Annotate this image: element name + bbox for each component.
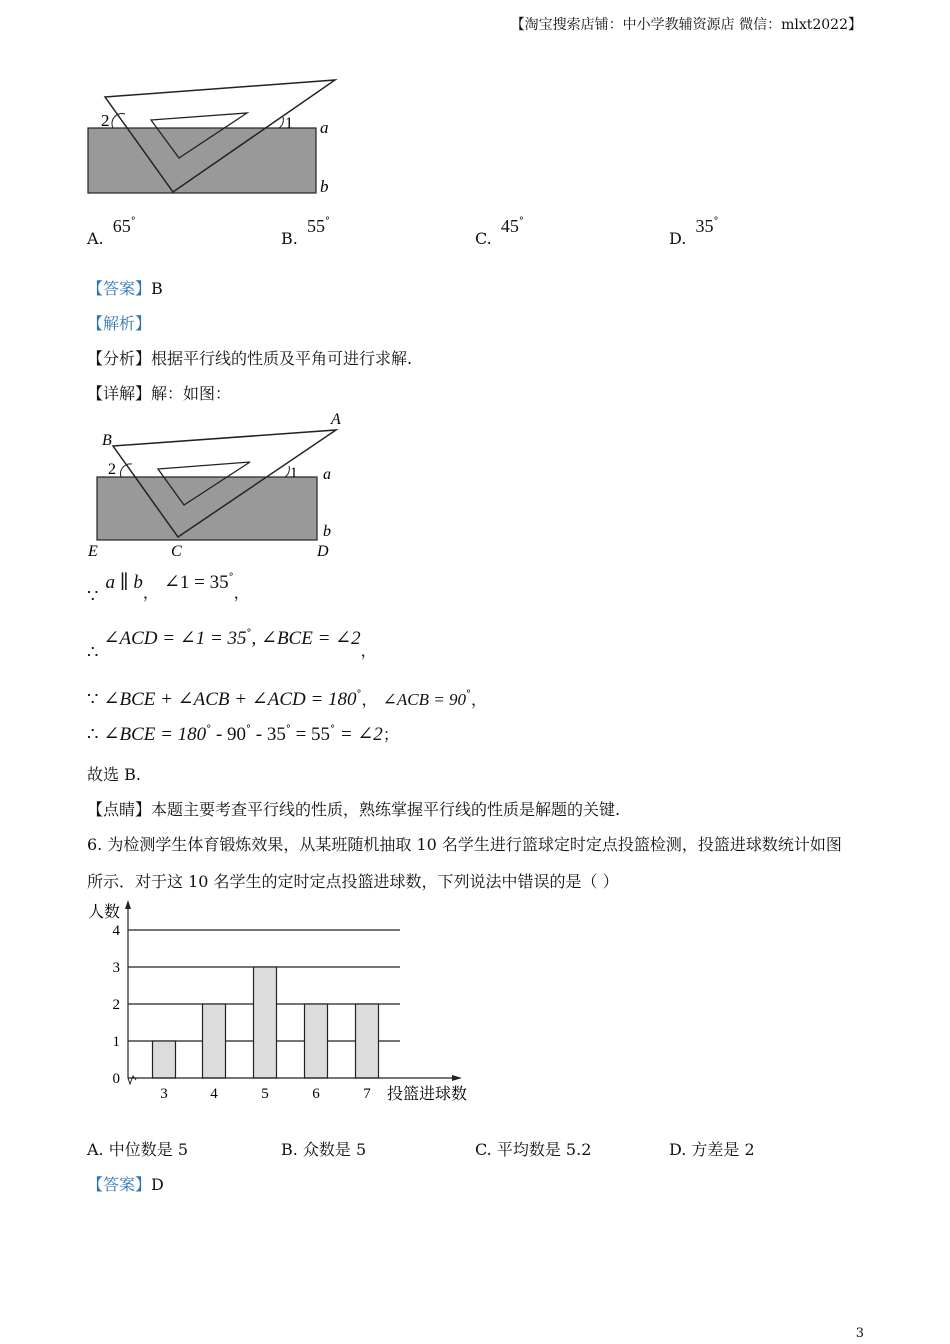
label-D: D <box>317 543 329 560</box>
x-tick-7: 7 <box>363 1086 371 1102</box>
bar-3 <box>153 1041 176 1078</box>
label-2b: 2 <box>108 461 116 478</box>
label-b2: b <box>323 523 331 540</box>
x-tick-5: 5 <box>261 1086 269 1102</box>
q6-option-d[interactable]: D. 方差是 2 <box>669 1140 755 1159</box>
angle-1-arc-2 <box>285 466 289 477</box>
step-2: ∴ ∠ACD = ∠1 = 35°, ∠BCE = ∠2， <box>87 628 377 663</box>
x-tick-4: 4 <box>210 1086 218 1102</box>
chart-xlabel: 投篮进球数 <box>387 1086 468 1103</box>
bar-7 <box>356 1004 379 1078</box>
step-1: ∵ a ∥ b， ∠1 = 35°， <box>87 572 250 607</box>
label-1b: 1 <box>290 465 298 481</box>
q6-answer: 【答案】D <box>87 1175 164 1194</box>
y-tick-4: 4 <box>112 923 120 939</box>
ruler-rect-2 <box>97 477 317 540</box>
q6-stem-line1: 6. 为检测学生体育锻炼效果，从某班随机抽取 10 名学生进行篮球定时定点投篮检测，投篮进球数统计如图 <box>87 835 842 854</box>
label-b: b <box>320 177 329 196</box>
q6-stem-line2: 所示．对于这 10 名学生的定时定点投篮进球数，下列说法中错误的是（ ） <box>87 872 619 891</box>
q5-option-d[interactable]: D. 35° <box>669 216 719 248</box>
q6-option-c[interactable]: C. 平均数是 5.2 <box>475 1140 592 1159</box>
q5-option-c[interactable]: C. 45° <box>475 216 524 248</box>
bar-5 <box>254 967 277 1078</box>
figure-ruler-triangle <box>85 70 345 205</box>
q6-option-a[interactable]: A. 中位数是 5 <box>87 1140 188 1159</box>
y-tick-1: 1 <box>112 1034 120 1050</box>
y-tick-3: 3 <box>112 960 120 976</box>
y-tick-2: 2 <box>112 997 120 1013</box>
q5-answer: 【答案】B <box>87 279 163 298</box>
y-tick-0: 0 <box>112 1071 120 1087</box>
q5-xiangjie: 【详解】解：如图： <box>87 384 232 403</box>
label-a2: a <box>323 466 331 483</box>
y-axis-arrow <box>125 900 131 909</box>
label-1: 1 <box>285 115 293 132</box>
x-axis-arrow <box>452 1075 462 1081</box>
label-a: a <box>320 118 329 137</box>
label-E: E <box>88 543 98 560</box>
q5-guxuan: 故选 B. <box>87 765 141 784</box>
figure-labeled <box>85 405 350 565</box>
bar-4 <box>203 1004 226 1078</box>
q5-option-a[interactable]: A. 65° <box>87 216 136 248</box>
x-tick-3: 3 <box>160 1086 168 1102</box>
label-A: A <box>331 411 341 428</box>
q5-dianjing: 【点睛】本题主要考查平行线的性质，熟练掌握平行线的性质是解题的关键. <box>87 800 621 819</box>
page-number: 3 <box>855 1326 864 1341</box>
x-tick-6: 6 <box>312 1086 320 1102</box>
chart-ylabel: 人数 <box>88 904 121 921</box>
q5-fenxi: 【分析】根据平行线的性质及平角可进行求解. <box>87 349 413 368</box>
label-2: 2 <box>101 111 110 130</box>
step-3: ∵ ∠BCE + ∠ACB + ∠ACD = 180°， ∠ACB = 90°， <box>87 689 487 710</box>
bar-6 <box>305 1004 328 1078</box>
q5-analysis-tag: 【解析】 <box>87 314 152 333</box>
label-B: B <box>102 432 112 449</box>
step-4: ∴ ∠BCE = 180° - 90° - 35° = 55° = ∠2； <box>87 724 399 745</box>
axis-break <box>128 1076 136 1084</box>
ruler-rect <box>88 128 316 193</box>
label-C: C <box>171 543 182 560</box>
bar-chart <box>80 893 480 1108</box>
q5-option-b[interactable]: B. 55° <box>281 216 330 248</box>
q6-option-b[interactable]: B. 众数是 5 <box>281 1140 367 1159</box>
page-header: 【淘宝搜索店铺：中小学教辅资源店 微信：mlxt2022】 <box>510 17 862 33</box>
